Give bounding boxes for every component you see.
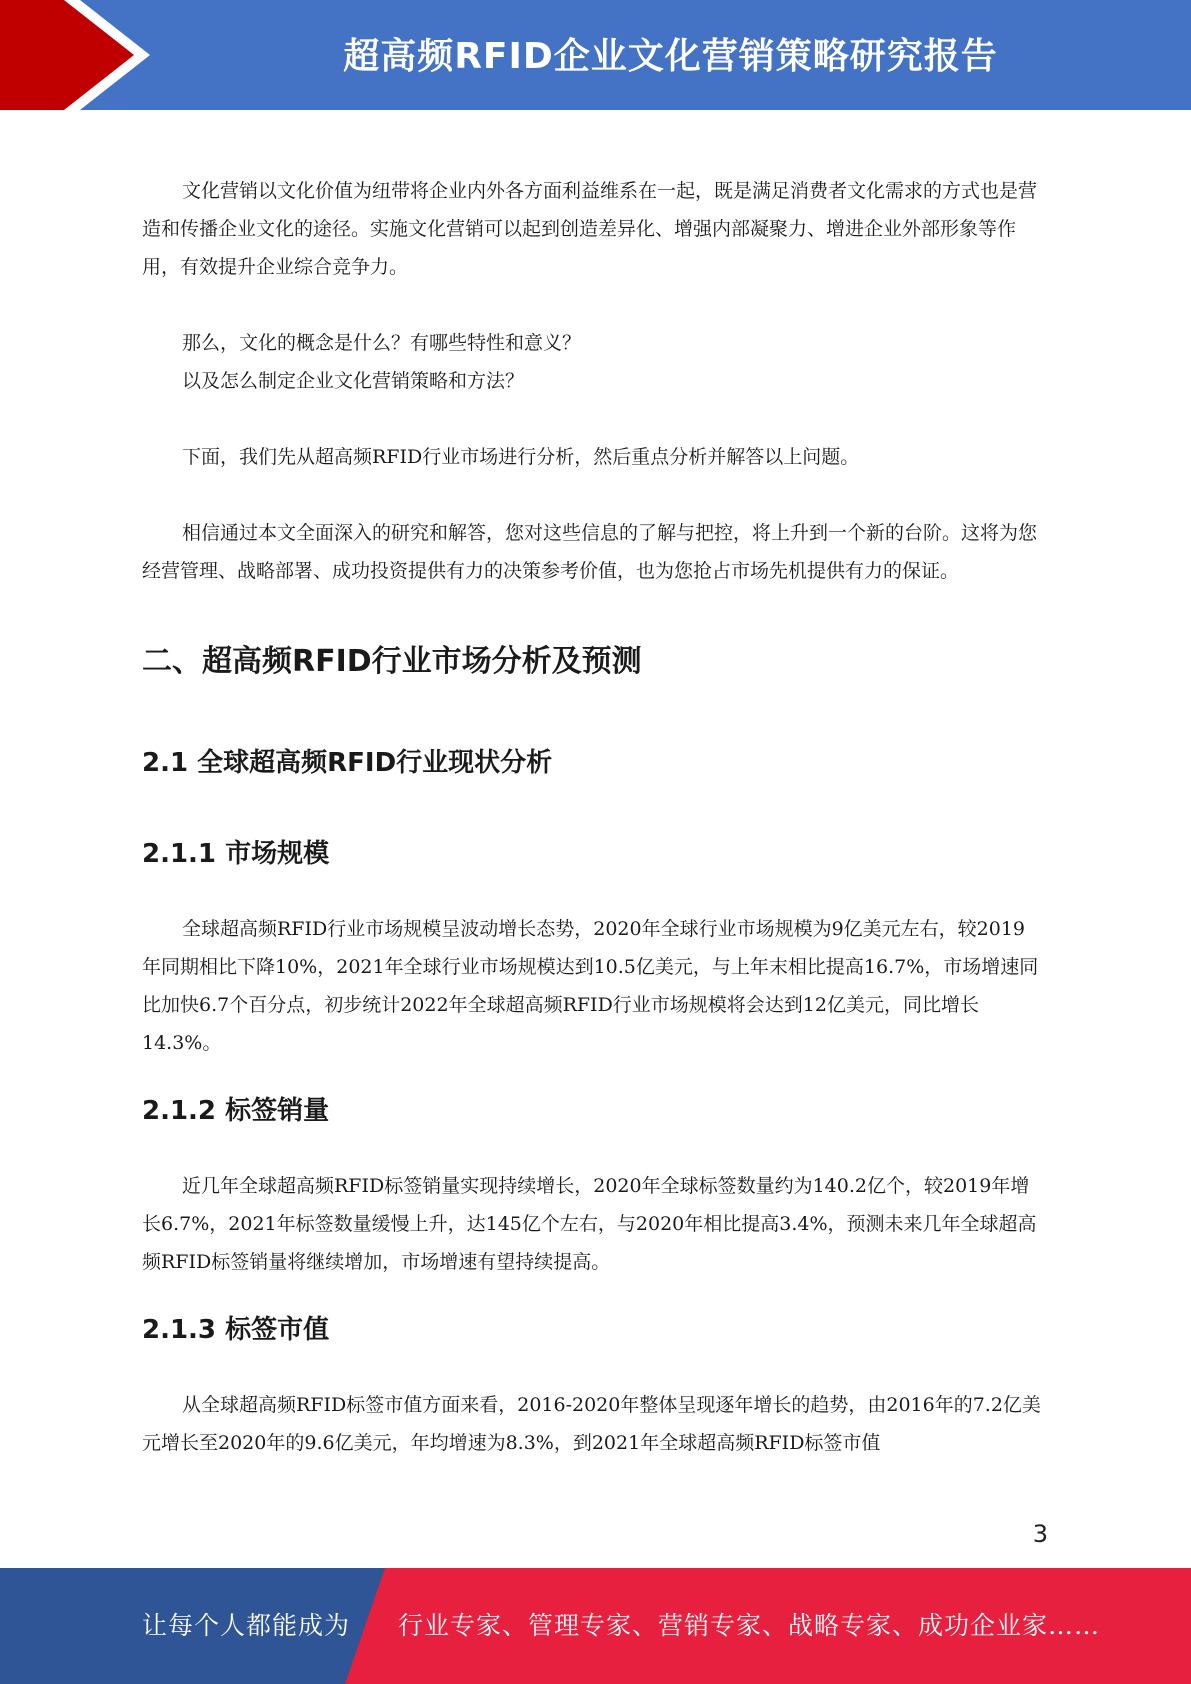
intro-paragraph-3: 相信通过本文全面深入的研究和解答，您对这些信息的了解与把控，将上升到一个新的台阶。这将为您经营管理、战略部署、成功投资提供有力的决策参考价值，也为您抢占市场先机提供有力的保证。 bbox=[142, 522, 1038, 582]
intro-question-1: 那么，文化的概念是什么？有哪些特性和意义？ bbox=[182, 332, 582, 354]
subsection-heading: 2.1 全球超高频RFID行业现状分析 bbox=[142, 748, 553, 778]
page-header bbox=[0, 0, 1191, 110]
intro-paragraph-2: 下面，我们先从超高频RFID行业市场进行分析，然后重点分析并解答以上问题。 bbox=[182, 446, 860, 468]
section-heading: 二、超高频RFID行业市场分析及预测 bbox=[142, 644, 642, 679]
subsubsection-heading-tag-sales: 2.1.2 标签销量 bbox=[142, 1096, 330, 1126]
tag-sales-paragraph: 近几年全球超高频RFID标签销量实现持续增长，2020年全球标签数量约为140.2亿个，较2019年增长6.7%，2021年标签数量缓慢上升，达145亿个左右，与2020年相比提高3.4%，预测未来几年全球超高频RFID标签销量将继续增加，市场增速有望持续提高。 bbox=[142, 1175, 1037, 1273]
page-footer bbox=[0, 1568, 1191, 1684]
market-size-paragraph: 全球超高频RFID行业市场规模呈波动增长态势，2020年全球行业市场规模为9亿美元左右，较2019年同期相比下降10%，2021年全球行业市场规模达到10.5亿美元，与上年末相比提高16.7%，市场增速同比加快6.7个百分点，初步统计2022年全球超高频RFID行业市场规模将会达到12亿美元，同比增长14.3%。 bbox=[142, 918, 1039, 1054]
footer-slogan-right: 行业专家、管理专家、营销专家、战略专家、成功企业家…… bbox=[398, 1611, 1101, 1640]
footer-slogan-left: 让每个人都能成为 bbox=[142, 1611, 351, 1640]
tag-value-paragraph: 从全球超高频RFID标签市值方面来看，2016-2020年整体呈现逐年增长的趋势，由2016年的7.2亿美元增长至2020年的9.6亿美元，年均增速为8.3%，到2021年全球超高频RFID标签市值 bbox=[142, 1394, 1041, 1454]
intro-paragraph-1: 文化营销以文化价值为纽带将企业内外各方面利益维系在一起，既是满足消费者文化需求的方式也是营造和传播企业文化的途径。实施文化营销可以起到创造差异化、增强内部凝聚力、增进企业外部形象等作用，有效提升企业综合竞争力。 bbox=[142, 180, 1038, 278]
document-body bbox=[142, 172, 1042, 1462]
subsubsection-heading-market-size: 2.1.1 市场规模 bbox=[142, 839, 330, 869]
intro-question-2: 以及怎么制定企业文化营销策略和方法？ bbox=[182, 370, 525, 392]
header-title: 超高频RFID企业文化营销策略研究报告 bbox=[343, 36, 998, 77]
page-number: 3 bbox=[1032, 1520, 1048, 1548]
subsubsection-heading-tag-value: 2.1.3 标签市值 bbox=[142, 1315, 330, 1345]
